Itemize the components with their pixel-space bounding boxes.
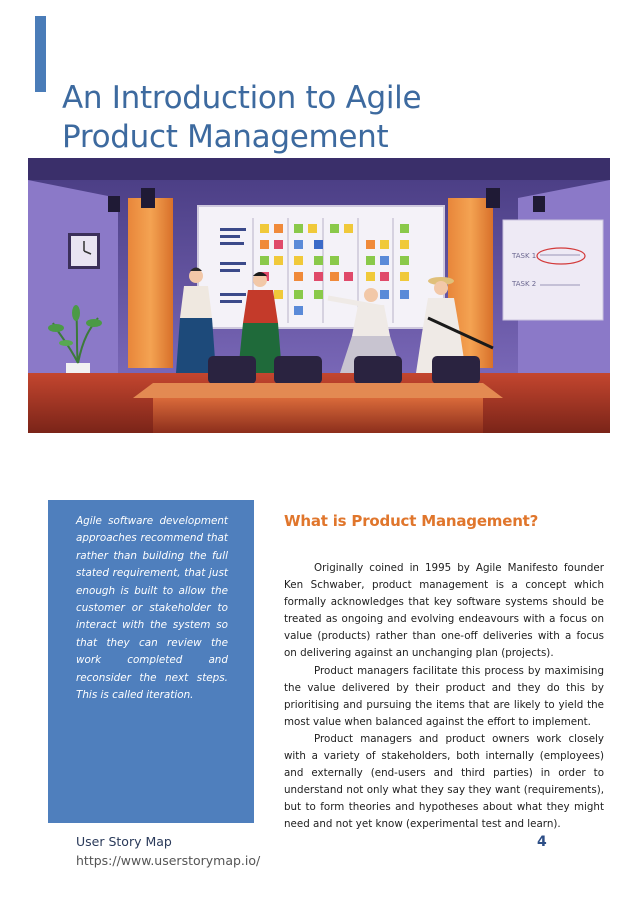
hero-illustration xyxy=(28,158,610,433)
section-heading: What is Product Management? xyxy=(284,512,539,531)
page-number: 4 xyxy=(537,834,547,850)
body-paragraph-3: Product managers and product owners work closely with a variety of stakeholders, both internally (employees) and externally (end-users and third parties) in order to understand not only what they say they want (requirements), but to form theories and hypotheses about what they might need and not yet know (experimental test and learn). xyxy=(284,732,604,831)
sidebar-callout-text: Agile software development approaches recommend that rather than building the full stated requirement, that just enough is built to allow the customer or stakeholder to interact with the system so that they can review the work completed and reconsider the next steps. This is called iteration. xyxy=(76,515,228,702)
body-text xyxy=(284,560,604,834)
board-label-task-2: TASK 2 xyxy=(512,280,537,288)
agile-team-illustration xyxy=(28,158,610,433)
page-title-line-1: An Introduction to Agile xyxy=(62,79,422,116)
body-paragraph-2: Product managers facilitate this process by maximising the value delivered by their product and they do this by prioritising and pursuing the items that are likely to yield the most value when balanced against the effort to implement. xyxy=(284,664,604,728)
footer-url-link[interactable]: https://www.userstorymap.io/ xyxy=(76,853,261,868)
body-paragraph-1: Originally coined in 1995 by Agile Manifesto founder Ken Schwaber, product management is a concept which formally acknowledges that key software systems should be treated as ongoing and evolving endeavours with a focus on value (products) rather than one-off deliveries with a focus on delivering against an unchanging plan (projects). xyxy=(284,562,604,660)
page-title xyxy=(62,79,582,157)
sidebar-callout xyxy=(48,500,254,823)
title-accent-bar xyxy=(35,16,46,92)
page-title-line-2: Product Management xyxy=(62,118,389,155)
footer-brand: User Story Map xyxy=(76,834,172,849)
board-label-task-1: TASK 1 xyxy=(512,252,537,260)
